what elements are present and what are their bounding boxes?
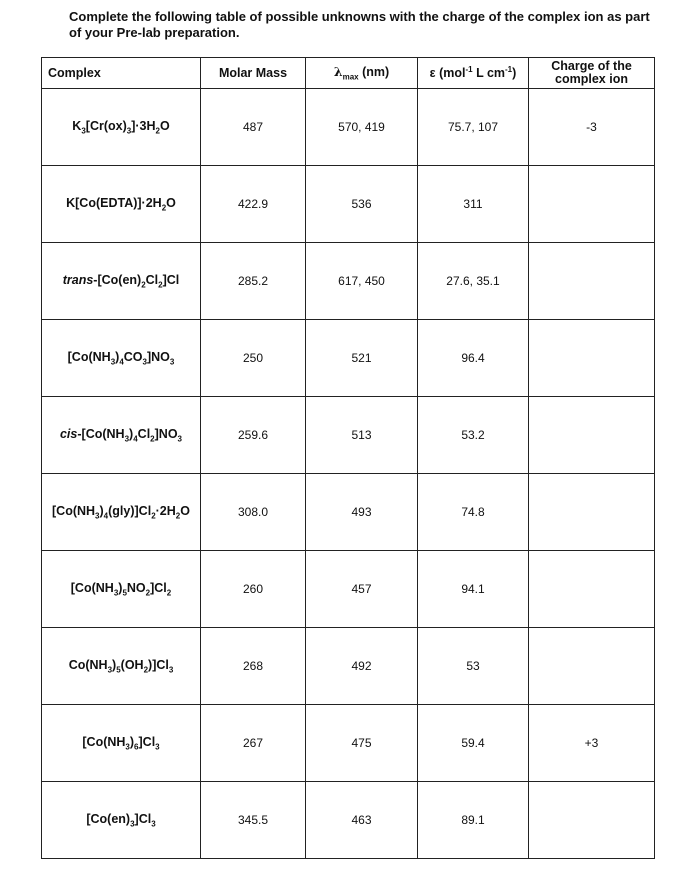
lambda-max-cell: 492 [306, 628, 418, 705]
lambda-max-cell: 521 [306, 320, 418, 397]
complex-cell: $[Co(en)_3]Cl_3$ [42, 782, 201, 859]
complex-cell: $K_3[Cr(ox)_3]\cdot 3H_2O$ [42, 89, 201, 166]
table-row [42, 89, 655, 166]
complex-cell: $[Co(NH_3)_4CO_3]NO_3$ [42, 320, 201, 397]
instructions-text: Complete the following table of possible unknowns with the charge of the complex ion as part of your Pre-lab preparation. [69, 9, 650, 40]
table-row [42, 320, 655, 397]
charge-cell[interactable] [529, 551, 655, 628]
header-molar-mass: Molar Mass [201, 58, 306, 89]
charge-cell[interactable] [529, 628, 655, 705]
complex-cell: trans-$[Co(en)_2Cl_2]Cl$ [42, 243, 201, 320]
table-row [42, 397, 655, 474]
molar-mass-cell: 345.5 [201, 782, 306, 859]
lambda-max-cell: 463 [306, 782, 418, 859]
molar-mass-cell: 285.2 [201, 243, 306, 320]
unknowns-table [41, 57, 655, 859]
epsilon-exp-2: -1 [505, 65, 513, 75]
epsilon-mid: L cm [472, 66, 506, 81]
table-row [42, 628, 655, 705]
epsilon-cell: 27.6, 35.1 [418, 243, 529, 320]
epsilon-cell: 89.1 [418, 782, 529, 859]
molar-mass-cell: 260 [201, 551, 306, 628]
lambda-symbol: λ [333, 64, 343, 80]
epsilon-cell: 311 [418, 166, 529, 243]
table-row [42, 166, 655, 243]
table-row [42, 474, 655, 551]
epsilon-cell: 59.4 [418, 705, 529, 782]
lambda-max-cell: 617, 450 [306, 243, 418, 320]
molar-mass-cell: 487 [201, 89, 306, 166]
epsilon-exp-1: -1 [465, 65, 473, 75]
lambda-max-cell: 570, 419 [306, 89, 418, 166]
charge-cell[interactable] [529, 782, 655, 859]
molar-mass-cell: 308.0 [201, 474, 306, 551]
header-row [42, 58, 655, 89]
charge-cell[interactable] [529, 243, 655, 320]
table-row [42, 551, 655, 628]
epsilon-cell: 53 [418, 628, 529, 705]
molar-mass-cell: 250 [201, 320, 306, 397]
table-row [42, 243, 655, 320]
complex-cell: $[Co(NH_3)_4(gly)]Cl_2\cdot 2H_2O$ [42, 474, 201, 551]
lambda-max-cell: 536 [306, 166, 418, 243]
molar-mass-cell: 259.6 [201, 397, 306, 474]
charge-cell[interactable]: +3 [529, 705, 655, 782]
lambda-max-cell: 493 [306, 474, 418, 551]
epsilon-cell: 94.1 [418, 551, 529, 628]
header-complex: Complex [42, 58, 201, 89]
lambda-max-cell: 457 [306, 551, 418, 628]
molar-mass-cell: 267 [201, 705, 306, 782]
charge-cell[interactable] [529, 474, 655, 551]
charge-cell[interactable] [529, 397, 655, 474]
lambda-max-cell: 513 [306, 397, 418, 474]
complex-cell: $[Co(NH_3)_6]Cl_3$ [42, 705, 201, 782]
epsilon-cell: 74.8 [418, 474, 529, 551]
epsilon-cell: 53.2 [418, 397, 529, 474]
complex-cell: $Co(NH_3)_5(OH_2)]Cl_3$ [42, 628, 201, 705]
lambda-max-cell: 475 [306, 705, 418, 782]
lambda-subscript: max [342, 72, 359, 82]
epsilon-cell: 75.7, 107 [418, 89, 529, 166]
molar-mass-cell: 268 [201, 628, 306, 705]
complex-cell: $K[Co(EDTA)]\cdot 2H_2O$ [42, 166, 201, 243]
table-row [42, 705, 655, 782]
complex-cell: $[Co(NH_3)_5NO_2]Cl_2$ [42, 551, 201, 628]
charge-cell[interactable] [529, 166, 655, 243]
header-lambda-max [306, 58, 418, 89]
header-charge: Charge of the complex ion [529, 58, 655, 89]
epsilon-cell: 96.4 [418, 320, 529, 397]
header-epsilon [418, 58, 529, 89]
table-row [42, 782, 655, 859]
charge-cell[interactable] [529, 320, 655, 397]
epsilon-label: ε (mol [429, 66, 466, 81]
molar-mass-cell: 422.9 [201, 166, 306, 243]
complex-cell: cis-$[Co(NH_3)_4Cl_2]NO_3$ [42, 397, 201, 474]
table-body [42, 89, 655, 859]
charge-cell[interactable]: -3 [529, 89, 655, 166]
epsilon-end: ) [512, 66, 517, 81]
lambda-unit: (nm) [358, 65, 390, 80]
